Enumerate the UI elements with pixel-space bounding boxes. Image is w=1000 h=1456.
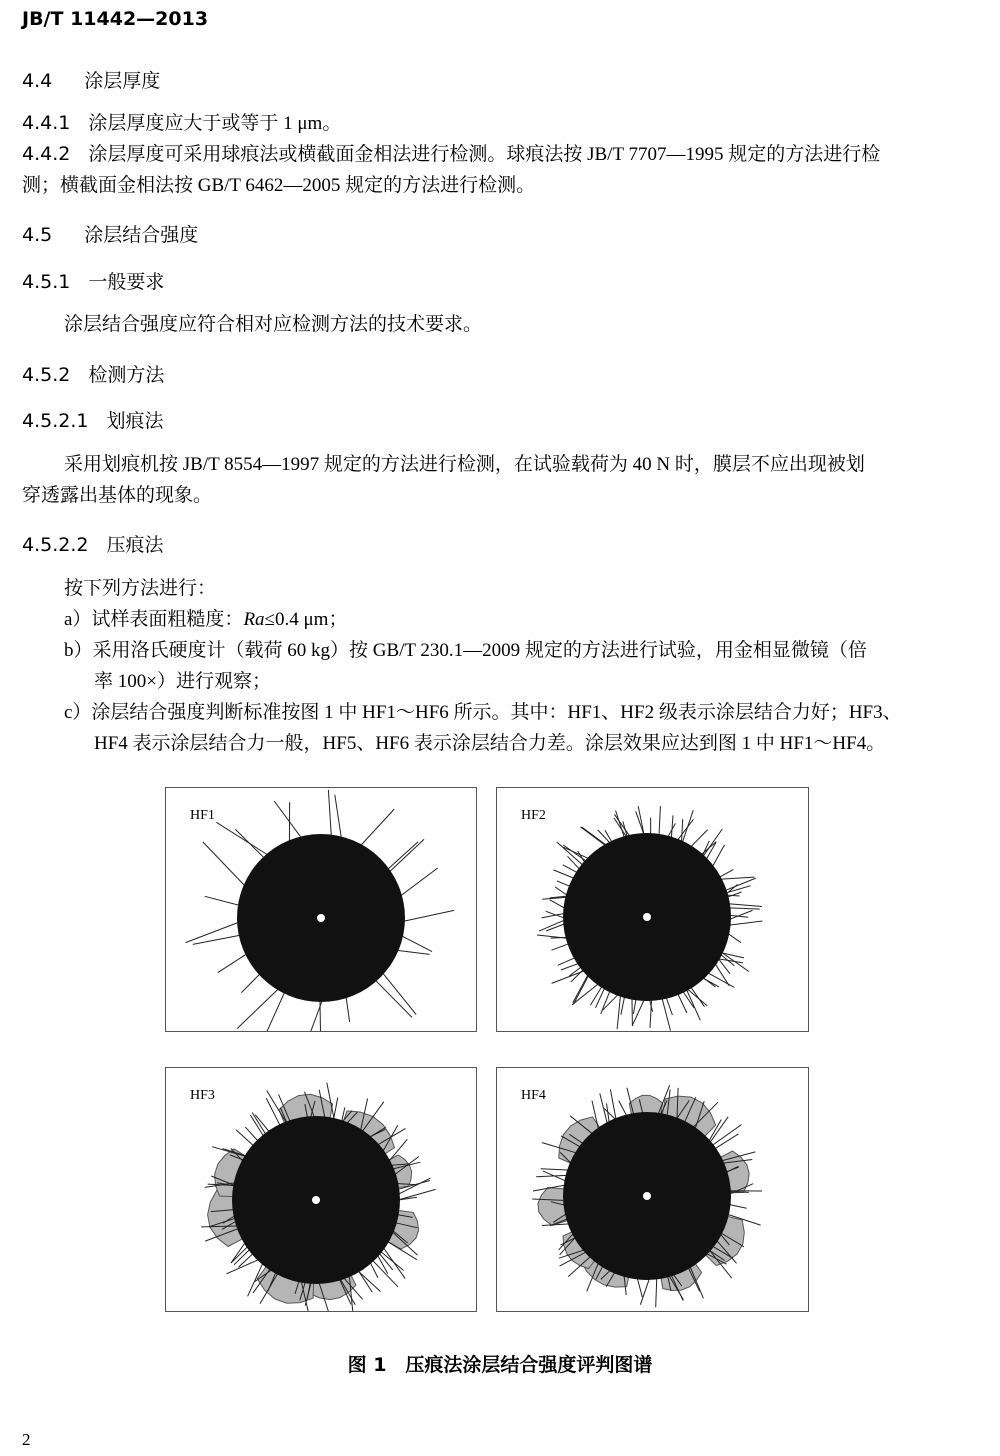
section-4-5-heading <box>22 220 198 247</box>
section-title: 涂层结合强度 <box>84 224 199 246</box>
crack-line <box>358 809 395 849</box>
clause-4-4-2-line2: 测；横截面金相法按 GB/T 6462—2005 规定的方法进行检测。 <box>22 175 536 196</box>
indentation-drawing <box>166 1068 476 1311</box>
crack-line <box>235 829 267 861</box>
list-item-c-line1: c）涂层结合强度判断标准按图 1 中 HF1～HF6 所示。其中：HF1、HF2 级表示涂层结合力好；HF3、 <box>64 702 902 723</box>
figure-panel-hf2 <box>496 787 809 1032</box>
crack-line <box>267 988 287 1031</box>
indentation-center <box>643 1192 651 1200</box>
list-item-a-prefix: a）试样表面粗糙度： <box>64 609 244 630</box>
panel-label: HF3 <box>190 1088 215 1103</box>
indentation-drawing <box>166 788 476 1031</box>
section-4-5-2-2-heading <box>22 530 164 557</box>
page-number: 2 <box>22 1430 31 1449</box>
crack-line <box>237 986 282 1029</box>
method-intro: 按下列方法进行： <box>64 578 217 599</box>
indentation-center <box>312 1196 320 1204</box>
crack-line <box>386 839 424 875</box>
crack-line <box>709 1125 742 1148</box>
list-item-a <box>64 604 347 635</box>
figure-panel-hf1 <box>165 787 477 1032</box>
clause-text-line1: 涂层厚度可采用球痕法或横截面金相法进行检测。球痕法按 JB/T 7707—1995 规定的方法进行检 <box>88 144 881 165</box>
panel-label: HF2 <box>521 808 546 823</box>
list-item-b-line2: 率 100×）进行观察； <box>94 671 271 692</box>
indentation-center <box>317 914 325 922</box>
indentation-drawing <box>497 788 808 1031</box>
clause-4-4-1 <box>22 108 341 139</box>
section-4-5-2-1-line1: 采用划痕机按 JB/T 8554—1997 规定的方法进行检测，在试验载荷为 40 N 时，膜层不应出现被划 <box>64 454 865 475</box>
roughness-symbol: Ra <box>243 609 265 630</box>
crack-line <box>380 969 417 1014</box>
indentation-center <box>643 913 651 921</box>
clause-number: 4.4.1 <box>22 112 71 134</box>
section-number: 4.5.2.1 <box>22 410 89 432</box>
crack-line <box>205 896 244 906</box>
section-4-5-1-heading <box>22 267 164 294</box>
panel-label: HF1 <box>190 808 215 823</box>
crack-line <box>328 790 331 841</box>
section-4-4-heading <box>22 66 160 93</box>
list-item-c-line2: HF4 表示涂层结合力一般，HF5、HF6 表示涂层结合力差。涂层效果应达到图 1 中 HF1～HF4。 <box>94 733 886 754</box>
section-number: 4.5.2 <box>22 364 71 386</box>
indentation-drawing <box>497 1068 808 1311</box>
crack-line <box>372 977 412 1018</box>
crack-line <box>397 868 438 899</box>
section-title: 划痕法 <box>106 410 164 432</box>
clause-text: 涂层厚度应大于或等于 1 μm。 <box>88 113 342 134</box>
section-number: 4.5.1 <box>22 271 71 293</box>
list-item-a-value: ≤0.4 μm； <box>264 609 348 630</box>
panel-label: HF4 <box>521 1088 546 1103</box>
section-4-5-2-1-heading <box>22 406 164 433</box>
section-title: 涂层厚度 <box>84 70 161 92</box>
document-code: JB/T 11442—2013 <box>22 8 209 30</box>
crack-line <box>399 910 454 922</box>
list-item-b-line1: b）采用洛氏硬度计（载荷 60 kg）按 GB/T 230.1—2009 规定的方法进行试验，用金相显微镜（倍 <box>64 640 867 661</box>
section-number: 4.5 <box>22 224 53 246</box>
clause-4-4-2 <box>22 139 880 170</box>
figure-panel-hf4 <box>496 1067 809 1312</box>
section-title: 压痕法 <box>106 534 164 556</box>
section-4-5-1-text: 涂层结合强度应符合相对应检测方法的技术要求。 <box>64 314 483 335</box>
crack-line <box>193 934 245 944</box>
section-title: 检测方法 <box>88 364 165 386</box>
figure-caption: 图 1 压痕法涂层结合强度评判图谱 <box>347 1354 653 1376</box>
crack-line <box>216 822 271 857</box>
crack-line <box>186 921 244 943</box>
section-number: 4.5.2.2 <box>22 534 89 556</box>
section-number: 4.4 <box>22 70 53 92</box>
section-4-5-2-heading <box>22 360 164 387</box>
figure-panel-hf3 <box>165 1067 477 1312</box>
section-4-5-2-1-line2: 穿透露出基体的现象。 <box>22 485 213 506</box>
crack-line <box>203 842 249 890</box>
clause-number: 4.4.2 <box>22 143 71 165</box>
crack-line <box>384 842 418 873</box>
section-title: 一般要求 <box>88 271 165 293</box>
crack-line <box>394 1189 436 1201</box>
